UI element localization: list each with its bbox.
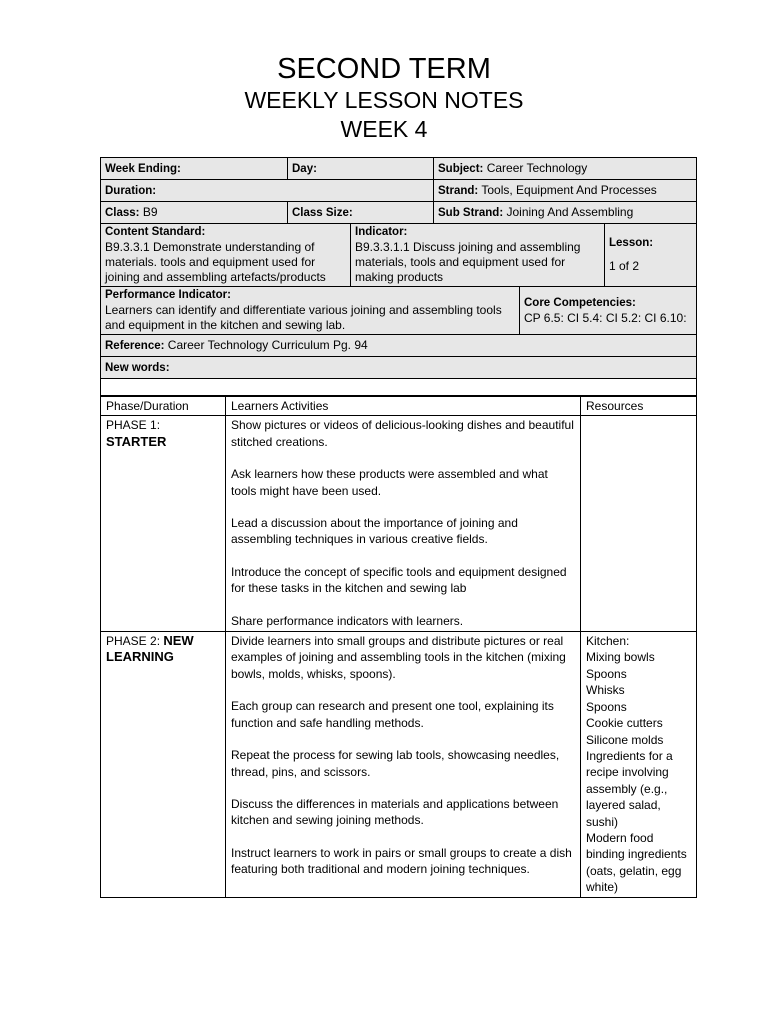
col-header-resources: Resources	[581, 397, 697, 416]
resource-item: Spoons	[586, 699, 627, 714]
header-table	[100, 157, 697, 396]
performance-indicator-cell: Performance Indicator: Learners can identify and differentiate various joining and assembling tools and equipment in the kitchen and sewing lab.	[101, 287, 520, 335]
activities-table	[100, 396, 697, 898]
lesson-cell: Lesson: 1 of 2	[605, 224, 697, 287]
resource-item: Silicone molds	[586, 732, 664, 747]
strand-cell: Strand: Tools, Equipment And Processes	[434, 180, 697, 202]
document-title	[0, 52, 768, 144]
phase1-activity: Lead a discussion about the importance of joining and assembling techniques in various creative fields.	[231, 516, 518, 547]
phase1-row	[101, 416, 697, 632]
lesson-sheet	[100, 157, 696, 898]
title-notes: WEEKLY LESSON NOTES	[244, 87, 524, 113]
spacer-cell	[101, 379, 697, 396]
week-ending-cell: Week Ending:	[101, 158, 288, 180]
col-header-activities: Learners Activities	[226, 397, 581, 416]
phase1-resources	[581, 416, 697, 632]
phase1-activity: Introduce the concept of specific tools and equipment designed for these tasks in the kitchen and sewing lab	[231, 564, 567, 596]
new-words-cell: New words:	[101, 357, 697, 379]
class-size-cell: Class Size:	[288, 202, 434, 224]
resource-item: Whisks	[586, 683, 625, 698]
reference-cell: Reference: Career Technology Curriculum Pg. 94	[101, 335, 697, 357]
header-row-7	[101, 357, 697, 379]
resource-item: Spoons	[586, 666, 627, 681]
content-standard-cell: Content Standard: B9.3.3.1 Demonstrate understanding of materials. tools and equipment used for joining and assembling artefacts/products	[101, 224, 351, 287]
col-header-phase: Phase/Duration	[101, 397, 226, 416]
title-term: SECOND TERM	[277, 53, 491, 85]
resource-item: Cookie cutters	[586, 716, 663, 731]
header-row-6	[101, 335, 697, 357]
duration-cell: Duration:	[101, 180, 434, 202]
phase2-activity: Each group can research and present one tool, explaining its function and safe handling methods.	[231, 699, 554, 730]
header-row-5	[101, 287, 697, 335]
phase2-resources	[581, 632, 697, 898]
phase1-cell: PHASE 1: STARTER	[101, 416, 226, 632]
phase2-activity: Divide learners into small groups and distribute pictures or real examples of joining and assembling tools in the kitchen (mixing bowls, molds, whisks, spoons).	[231, 634, 566, 681]
sub-strand-cell: Sub Strand: Joining And Assembling	[434, 202, 697, 224]
header-row-1	[101, 158, 697, 180]
resource-item: Ingredients for a recipe involving assembly (e.g., layered salad, sushi)	[586, 748, 673, 829]
phase1-activity: Share performance indicators with learners.	[231, 613, 464, 628]
phase2-activity: Repeat the process for sewing lab tools, showcasing needles, thread, pins, and scissors.	[231, 748, 560, 779]
resource-item: Mixing bowls	[586, 650, 655, 665]
header-row-3	[101, 202, 697, 224]
phase1-activities	[226, 416, 581, 632]
header-row-2	[101, 180, 697, 202]
resource-item: Kitchen:	[586, 634, 630, 649]
phase1-activity: Show pictures or videos of delicious-looking dishes and beautiful stitched creations.	[231, 418, 574, 449]
indicator-cell: Indicator: B9.3.3.1.1 Discuss joining and assembling materials, tools and equipment used for making products	[351, 224, 605, 287]
phase2-activity: Instruct learners to work in pairs or small groups to create a dish featuring both traditional and modern joining techniques.	[231, 845, 572, 877]
core-competencies-cell: Core Competencies: CP 6.5: CI 5.4: CI 5.2: CI 6.10:	[520, 287, 697, 335]
phase2-cell: PHASE 2: NEW LEARNING	[101, 632, 226, 898]
title-week: WEEK 4	[340, 116, 428, 142]
phase1-activity: Ask learners how these products were assembled and what tools might have been used.	[231, 467, 548, 498]
phase2-activity: Discuss the differences in materials and applications between kitchen and sewing joining methods.	[231, 796, 559, 828]
spacer-row	[101, 379, 697, 396]
day-cell: Day:	[288, 158, 434, 180]
activities-header-row	[101, 397, 697, 416]
header-row-4	[101, 224, 697, 287]
phase2-row	[101, 632, 697, 898]
class-cell: Class: B9	[101, 202, 288, 224]
subject-cell: Subject: Career Technology	[434, 158, 697, 180]
phase2-activities	[226, 632, 581, 898]
resource-item: Modern food binding ingredients (oats, gelatin, egg white)	[586, 830, 687, 895]
